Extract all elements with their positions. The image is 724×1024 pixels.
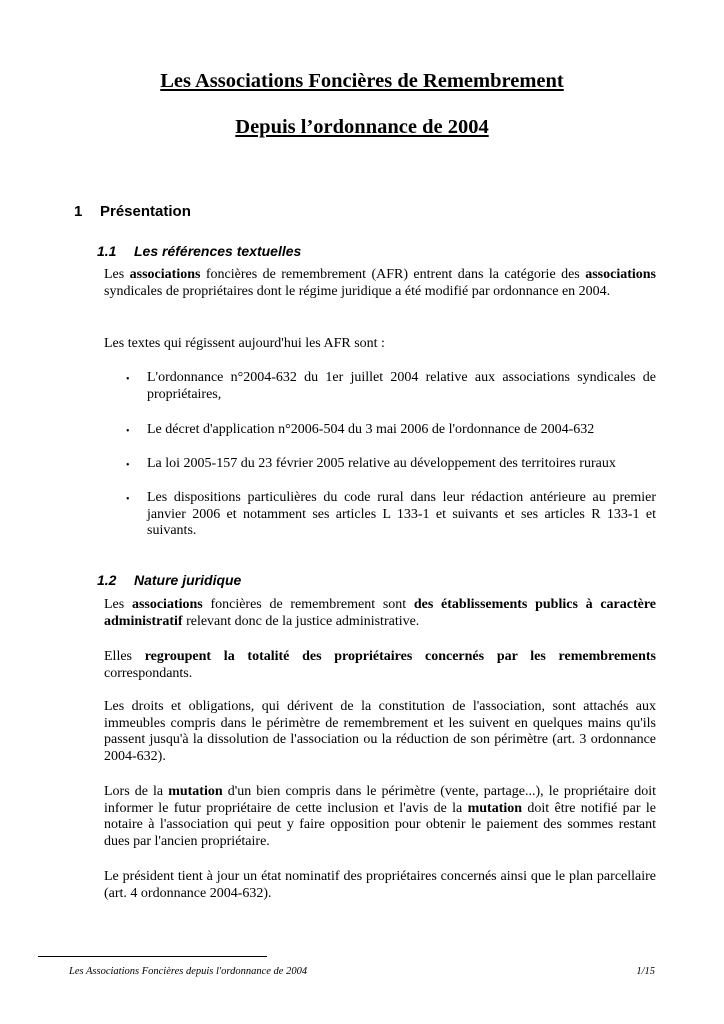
footer-divider [38,956,267,957]
paragraph-rights-obligations: Les droits et obligations, qui dérivent de la constitution de l'association, sont attachés aux immeubles compris dans le périmètre de remembrement et les suivent en quelques mains qu'ils passent jusqu'à la dissolution de l'association ou la réduction de son périmètre (art. 3 ordonnance 2004-632). [104,699,656,764]
paragraph-mutation [104,784,656,850]
section-heading-1 [74,203,191,220]
paragraph-texts-intro: Les textes qui régissent aujourd'hui les AFR sont : [104,336,385,351]
list-item: Le décret d'application n°2006-504 du 3 mai 2006 de l'ordonnance de 2004-632 [147,422,595,437]
list-item: L'ordonnance n°2004-632 du 1er juillet 2004 relative aux associations syndicales de propriétaires, [147,370,656,402]
paragraph-president: Le président tient à jour un état nominatif des propriétaires concernés ainsi que le plan parcellaire (art. 4 ordonnance 2004-632). [104,869,656,901]
text: relevant donc de la justice administrative. [182,613,420,629]
subsection-number: 1.1 [97,243,117,259]
subsection-heading-1-2 [97,572,241,588]
text: syndicales de propriétaires dont le régime juridique a été modifié par ordonnance en 2004. [104,283,611,299]
text: doit être notifié par le notaire à l'association qui peut y faire opposition pour obtenir le paiement des sommes restant dues par l'ancien propriétaire. [104,800,656,849]
subsection-title: Nature juridique [134,572,242,588]
footer-title: Les Associations Foncières depuis l'ordonnance de 2004 [69,966,308,977]
page-title: Les Associations Foncières de Remembrement [160,70,564,92]
bold-text: associations [129,267,201,282]
text: foncières de remembrement (AFR) entrent dans la catégorie des [200,267,586,282]
bullet-icon: • [126,460,130,471]
subsection-heading-1-1 [97,243,301,259]
bold-text: mutation [467,800,523,816]
bullet-icon: • [126,374,130,385]
section-title: Présentation [100,203,191,220]
bullet-icon: • [126,494,130,505]
section-number: 1 [74,203,83,220]
text: foncières de remembrement sont [202,597,414,612]
paragraph-afr-intro [104,267,656,300]
bold-text: associations [585,267,656,282]
paragraph-legal-nature [104,597,656,630]
subsection-number: 1.2 [97,572,117,588]
bullet-icon: • [126,426,130,437]
list-item: La loi 2005-157 du 23 février 2005 relative au développement des territoires ruraux [147,456,616,471]
page-subtitle: Depuis l’ordonnance de 2004 [235,116,489,138]
text: correspondants. [104,665,193,681]
text: Les [104,267,130,282]
list-item: Les dispositions particulières du code rural dans leur rédaction antérieure au premier janvier 2006 et notamment ses articles L 133-1 et suivants et ses articles R 133-1 et suivants. [147,490,656,539]
bold-text: regroupent la totalité des propriétaires concernés par les remembrements [144,649,656,664]
bold-text: mutation [168,784,223,799]
page-number: 1/15 [636,966,655,977]
text: d'un bien compris dans le périmètre (vente, partage...), le propriétaire doit informer le futur propriétaire de cette inclusion et l'avis de la [104,784,656,816]
text: Elles [104,649,145,664]
text: Lors de la [104,784,169,799]
bold-text: des établissements publics à caractère administratif [104,597,657,629]
paragraph-members [104,649,656,682]
bold-text: associations [131,597,203,612]
subsection-title: Les références textuelles [134,243,302,259]
text: Les [104,597,132,612]
